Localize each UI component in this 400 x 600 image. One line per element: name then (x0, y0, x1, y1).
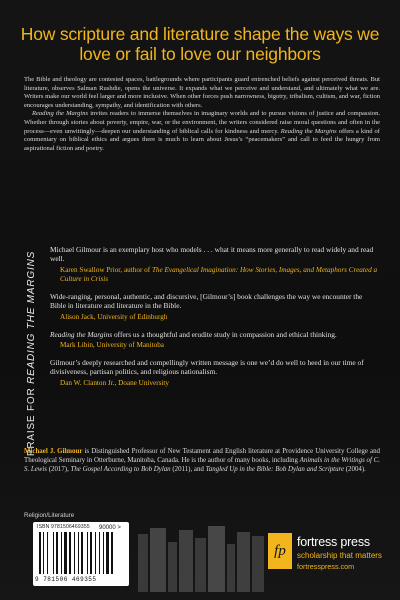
blurb-attribution: Alison Jack, University of Edinburgh (60, 312, 168, 321)
publisher-name: fortress press (297, 535, 370, 549)
price-code: 90000 > (99, 525, 121, 531)
publisher-logo-icon: fp (268, 533, 292, 569)
blurb (50, 245, 378, 284)
headline: How scripture and literature shape the ways we love or fail to love our neighbors (20, 24, 380, 64)
blurb (50, 358, 378, 388)
isbn-digits: 9 781506 469355 (35, 576, 97, 583)
blurb-quote: Wide-ranging, personal, authentic, and discursive, [Gilmour’s] book challenges the way we encounter the Bible in literature and literature in the Bible. (50, 291, 363, 311)
publisher-info (297, 535, 382, 571)
praise-blurbs (50, 245, 378, 396)
publisher-tagline: scholarship that matters (297, 551, 382, 560)
isbn-label: ISBN 9781506469355 (37, 524, 90, 530)
barcode (33, 522, 129, 586)
description-paragraph-2: Reading the Margins invites readers to immerse themselves in imaginary worlds and to pursue visions of justice and compassion. Whether through stories about poverty, empire, war, or the environment, the writers considered raise moral questions and often in the process—even unwittingly—deepen our understanding of biblical calls for kindness and mercy. Reading the Margins offers a kind of commentary on biblical ethics and argues there is much to learn about Jesus’s “peacemakers” and call to feed the hungry from aspirational fiction and poetry. (24, 110, 380, 152)
blurb (50, 292, 378, 322)
blurb-attribution: Karen Swallow Prior, author of The Evangelical Imagination: How Stories, Images, and Metaphors Created a Culture in Crisis (60, 265, 378, 283)
blurb-attribution: Mark Libin, University of Manitoba (60, 341, 165, 350)
praise-heading: PRAISE FOR READING THE MARGINS (26, 250, 38, 456)
blurb-quote: Gilmour’s deeply researched and compellingly written message is one we’d do well to heed in our time of divisiveness, partisan politics, and religious nationalism. (50, 358, 364, 377)
author-name: Michael J. Gilmour (24, 448, 83, 455)
description-paragraph-1: The Bible and theology are contested spaces, battlegrounds where participants guard entrenched beliefs against perceived threats. But literature, observes Salman Rushdie, opens the universe. It expands what we perceive and understand, and ultimately what we are. Writers make our world feel larger and more inclusive. When other forces push narrowness, bigotry, tribalism, cultism, and war, fiction encourages understanding, sympathy, and identification with others. (24, 76, 380, 109)
barcode-bars (39, 532, 125, 574)
author-bio: Michael J. Gilmour is Distinguished Professor of New Testament and English literature at Providence University College and Theological Seminary in Otterburne, Manitoba, Canada. He is the author of many books, including Animals in the Writings of C. S. Lewis (2017), The Gospel According to Bob Dylan (2011), and Tangled Up in the Bible: Bob Dylan and Scripture (2004). (24, 448, 380, 473)
blurb (50, 330, 378, 350)
book-description (24, 76, 380, 153)
blurb-attribution: Dan W. Clanton Jr., Doane University (60, 378, 169, 387)
blurb-quote: Reading the Margins offers us a thoughtful and erudite study in compassion and ethical thinking. (50, 329, 337, 339)
book-title-ref: Reading the Margins (32, 110, 89, 118)
book-title-ref: Reading the Margins (280, 127, 337, 135)
publisher-website: fortresspress.com (297, 562, 355, 571)
blurb-quote: Michael Gilmour is an exemplary host who models . . . what it means more generally to read widely and read well. (50, 245, 374, 264)
category-label: Religion/Literature (24, 512, 75, 519)
